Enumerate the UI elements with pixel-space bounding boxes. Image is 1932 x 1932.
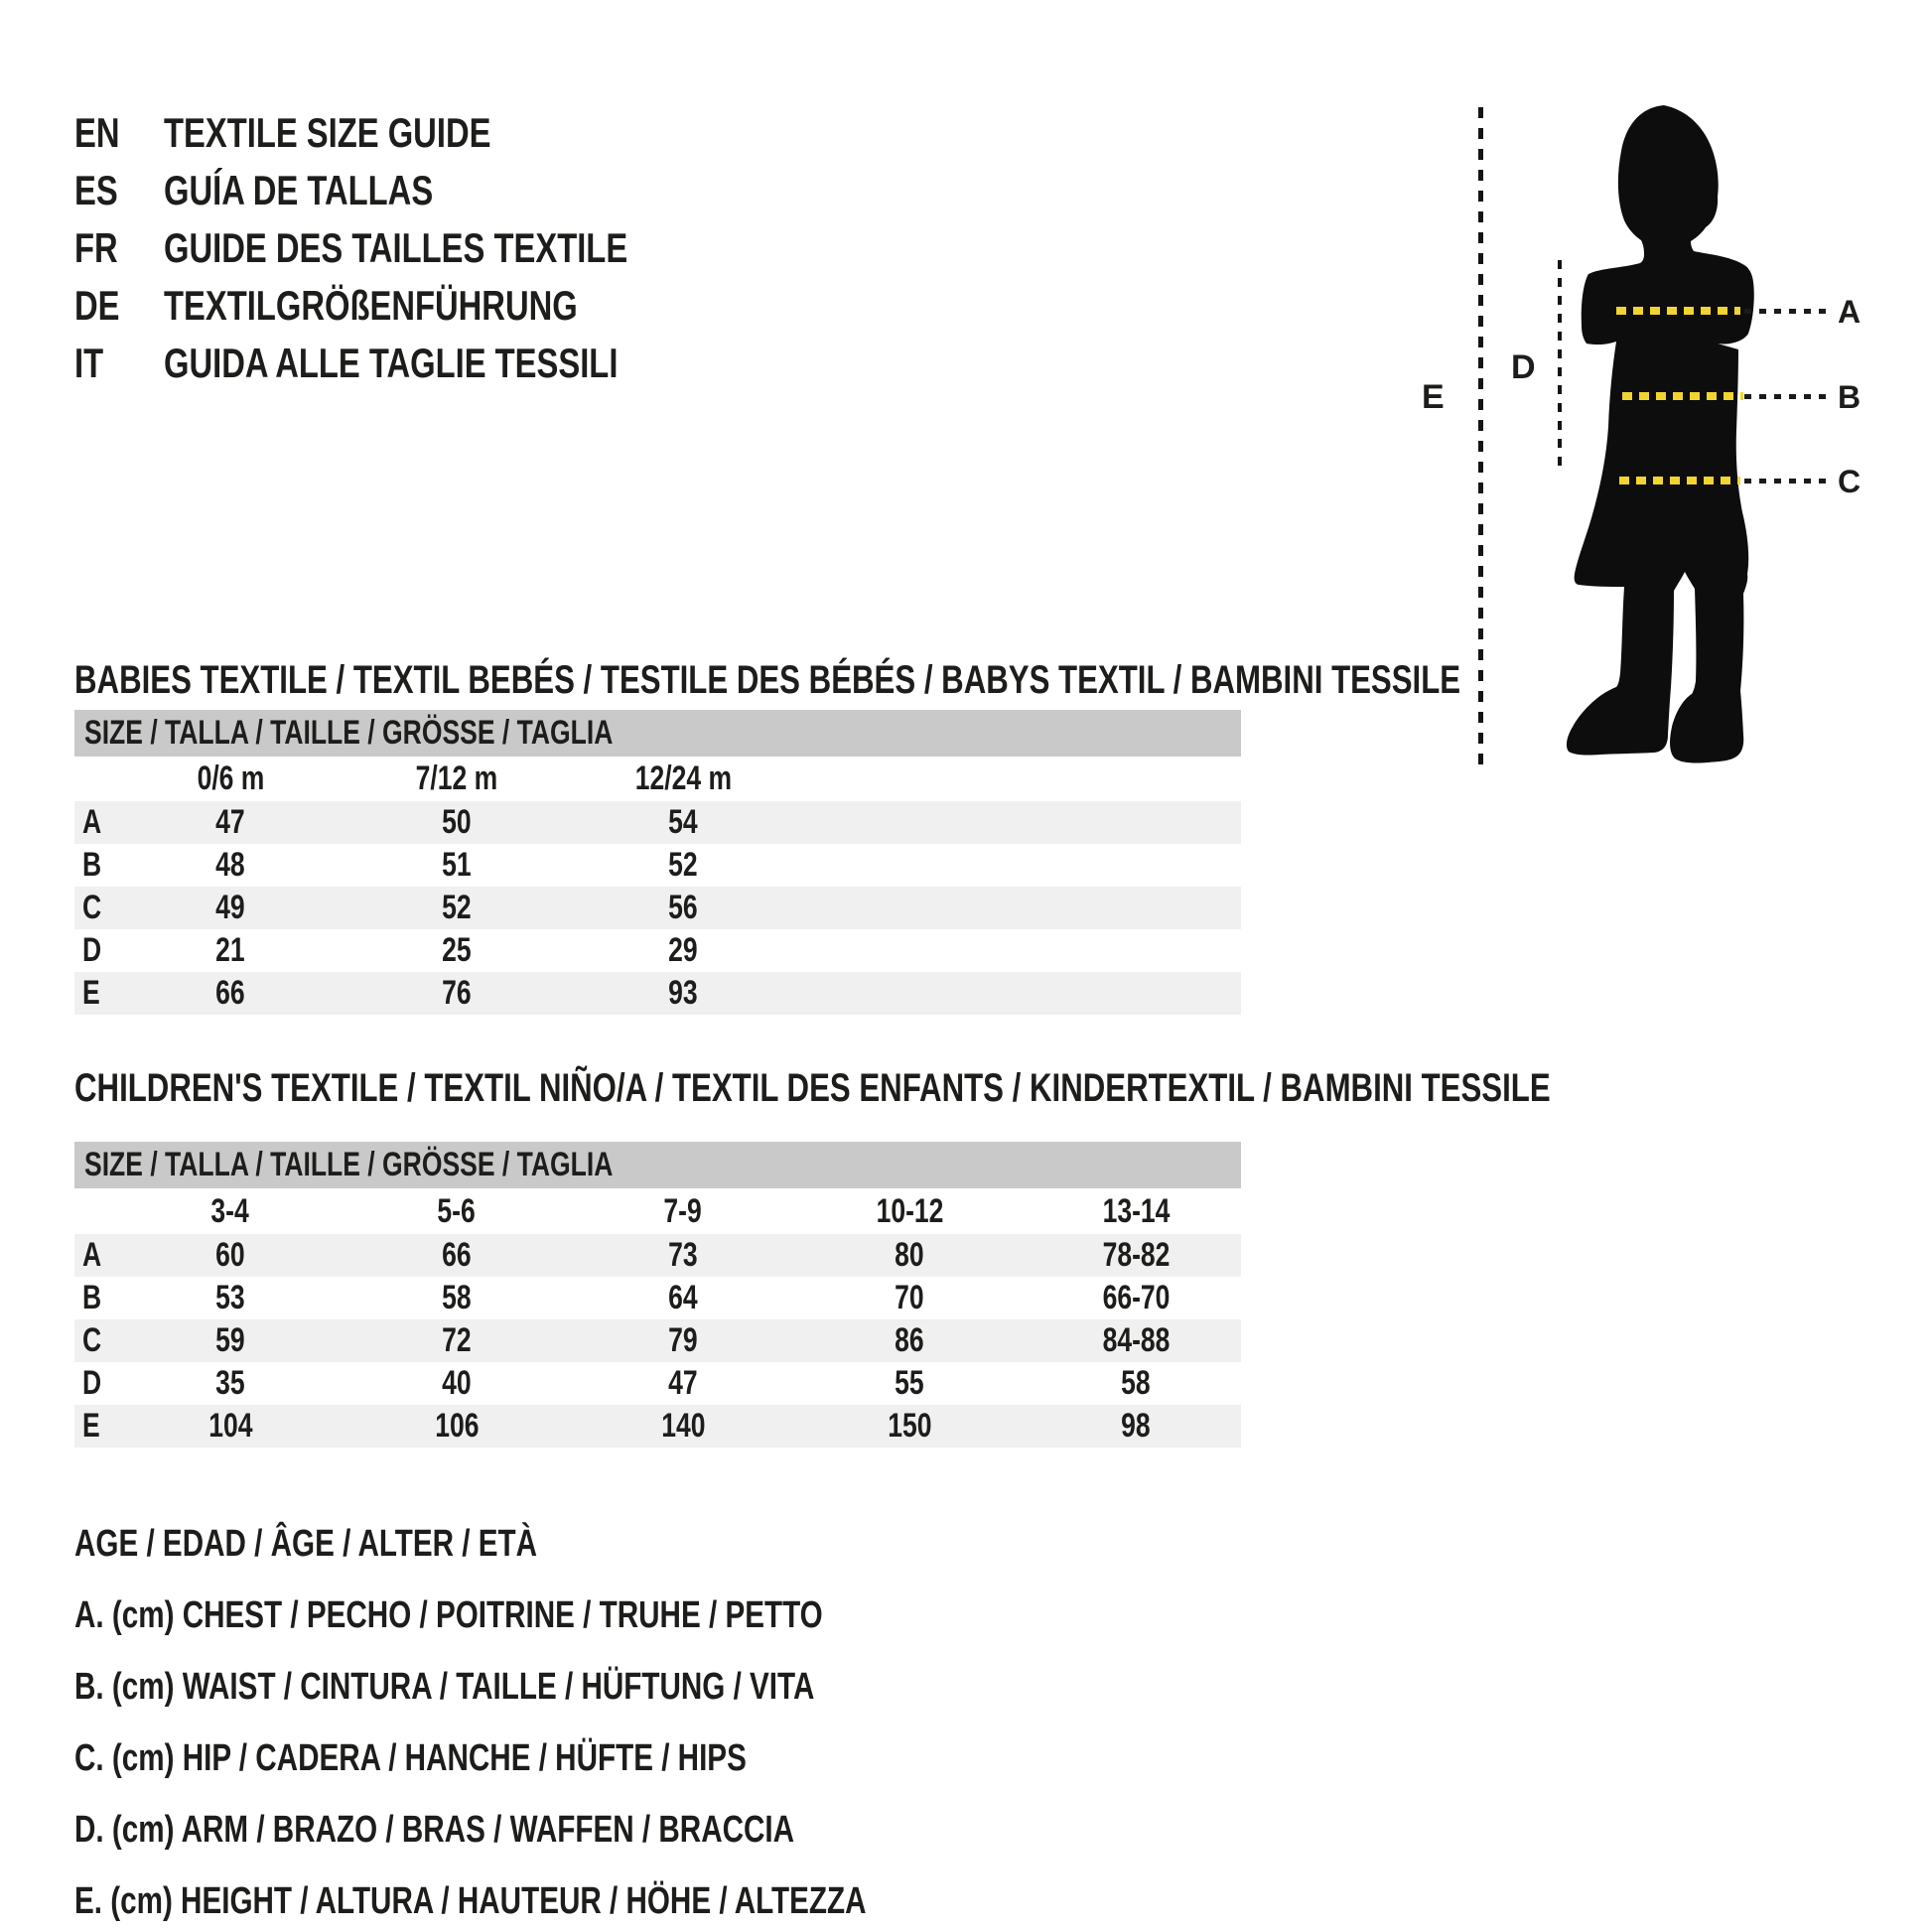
children-col-0: 3-4 [210,1192,250,1230]
waist-line-leader [1744,394,1829,399]
lang-row-fr [74,226,1385,272]
lang-code-de: DE [74,282,120,329]
figure-label-e: E [1422,378,1445,416]
children-size-header-bar [74,1142,1241,1188]
row-label: D [82,1364,102,1402]
cell-value: 59 [215,1321,245,1359]
cell-value: 51 [442,846,472,884]
babies-col-0: 0/6 m [197,759,264,797]
row-label: E [82,974,100,1012]
babies-section-title: BABIES TEXTILE / TEXTIL BEBÉS / TESTILE DES BÉBÉS / BABYS TEXTIL / BAMBINI TESSILE [74,658,1461,702]
row-label: B [82,846,102,884]
cell-value: 47 [215,803,245,841]
row-label: C [82,1321,102,1359]
row-label: A [82,803,102,841]
cell-value: 64 [668,1279,698,1316]
cell-value: 60 [215,1236,245,1274]
cell-value: 49 [215,889,245,926]
hip-line-leader [1744,479,1829,483]
children-col-1: 5-6 [437,1192,477,1230]
lang-code-es: ES [74,167,118,213]
babies-row-b [74,844,1325,887]
children-col-4: 13-14 [1102,1192,1170,1230]
cell-value: 84-88 [1102,1321,1170,1359]
children-col-3: 10-12 [876,1192,943,1230]
lang-title-fr: GUIDE DES TAILLES TEXTILE [164,224,628,271]
cell-value: 66-70 [1102,1279,1170,1316]
cell-value: 106 [434,1407,480,1445]
babies-row-a [74,801,1241,844]
cell-value: 70 [895,1279,924,1316]
lang-code-fr: FR [74,224,118,271]
waist-line-yellow [1622,392,1743,400]
lang-code-en: EN [74,109,120,156]
children-row-b [74,1277,1325,1319]
row-label: D [82,931,102,969]
children-col-2: 7-9 [663,1192,703,1230]
children-column-header-row [74,1188,1325,1234]
children-row-e [74,1405,1241,1448]
children-size-header-text: SIZE / TALLA / TAILLE / GRÖSSE / TAGLIA [84,1146,614,1183]
cell-value: 58 [1121,1364,1151,1402]
cell-value: 40 [442,1364,472,1402]
cell-value: 21 [215,931,245,969]
row-label: B [82,1279,102,1316]
cell-value: 53 [215,1279,245,1316]
figure-label-a: A [1838,294,1862,330]
cell-value: 150 [887,1407,932,1445]
legend-height: E. (cm) HEIGHT / ALTURA / HAUTEUR / HÖHE / ALTEZZA [74,1880,867,1922]
lang-row-de [74,284,1385,330]
figure-label-b: B [1838,379,1862,415]
babies-size-header-text: SIZE / TALLA / TAILLE / GRÖSSE / TAGLIA [84,714,614,752]
lang-row-it [74,342,1385,387]
cell-value: 73 [668,1236,698,1274]
lang-row-es [74,169,1385,214]
cell-value: 98 [1121,1407,1151,1445]
legend-arm: D. (cm) ARM / BRAZO / BRAS / WAFFEN / BRACCIA [74,1809,795,1851]
children-row-c [74,1319,1241,1362]
babies-row-e [74,972,1241,1015]
babies-row-d [74,929,1325,972]
cell-value: 66 [442,1236,472,1274]
cell-value: 140 [660,1407,706,1445]
row-label: A [82,1236,102,1274]
children-row-d [74,1362,1325,1405]
legend-age: AGE / EDAD / ÂGE / ALTER / ETÀ [74,1523,538,1565]
cell-value: 58 [442,1279,472,1316]
lang-title-es: GUÍA DE TALLAS [164,167,434,213]
cell-value: 50 [442,803,472,841]
cell-value: 55 [895,1364,924,1402]
cell-value: 35 [215,1364,245,1402]
row-label: C [82,889,102,926]
babies-col-2: 12/24 m [634,759,732,797]
cell-value: 93 [668,974,698,1012]
lang-code-it: IT [74,340,104,386]
lang-title-en: TEXTILE SIZE GUIDE [164,109,491,156]
cell-value: 52 [668,846,698,884]
cell-value: 76 [442,974,472,1012]
figure-label-d: D [1511,348,1536,386]
cell-value: 86 [895,1321,924,1359]
legend-waist: B. (cm) WAIST / CINTURA / TAILLE / HÜFTUNG / VITA [74,1666,815,1708]
children-section-title: CHILDREN'S TEXTILE / TEXTIL NIÑO/A / TEXTIL DES ENFANTS / KINDERTEXTIL / BAMBINI TESSILE [74,1066,1551,1110]
cell-value: 104 [207,1407,253,1445]
babies-size-header-bar [74,710,1241,757]
cell-value: 66 [215,974,245,1012]
lang-title-it: GUIDA ALLE TAGLIE TESSILI [164,340,619,386]
babies-col-1: 7/12 m [415,759,498,797]
chest-line-yellow [1616,307,1740,315]
figure-label-c: C [1838,464,1862,499]
cell-value: 56 [668,889,698,926]
cell-value: 47 [668,1364,698,1402]
babies-column-header-row [74,757,1325,801]
cell-value: 48 [215,846,245,884]
cell-value: 52 [442,889,472,926]
cell-value: 25 [442,931,472,969]
cell-value: 79 [668,1321,698,1359]
legend-chest: A. (cm) CHEST / PECHO / POITRINE / TRUHE / PETTO [74,1594,823,1636]
children-row-a [74,1234,1241,1277]
cell-value: 29 [668,931,698,969]
legend-hip: C. (cm) HIP / CADERA / HANCHE / HÜFTE / HIPS [74,1737,747,1779]
chest-line-leader [1744,309,1829,314]
cell-value: 80 [895,1236,924,1274]
babies-row-c [74,887,1241,929]
row-label: E [82,1407,100,1445]
hip-line-yellow [1619,477,1740,484]
cell-value: 78-82 [1102,1236,1170,1274]
lang-row-en [74,111,1385,157]
cell-value: 54 [668,803,698,841]
cell-value: 72 [442,1321,472,1359]
lang-title-de: TEXTILGRÖßENFÜHRUNG [164,282,578,329]
